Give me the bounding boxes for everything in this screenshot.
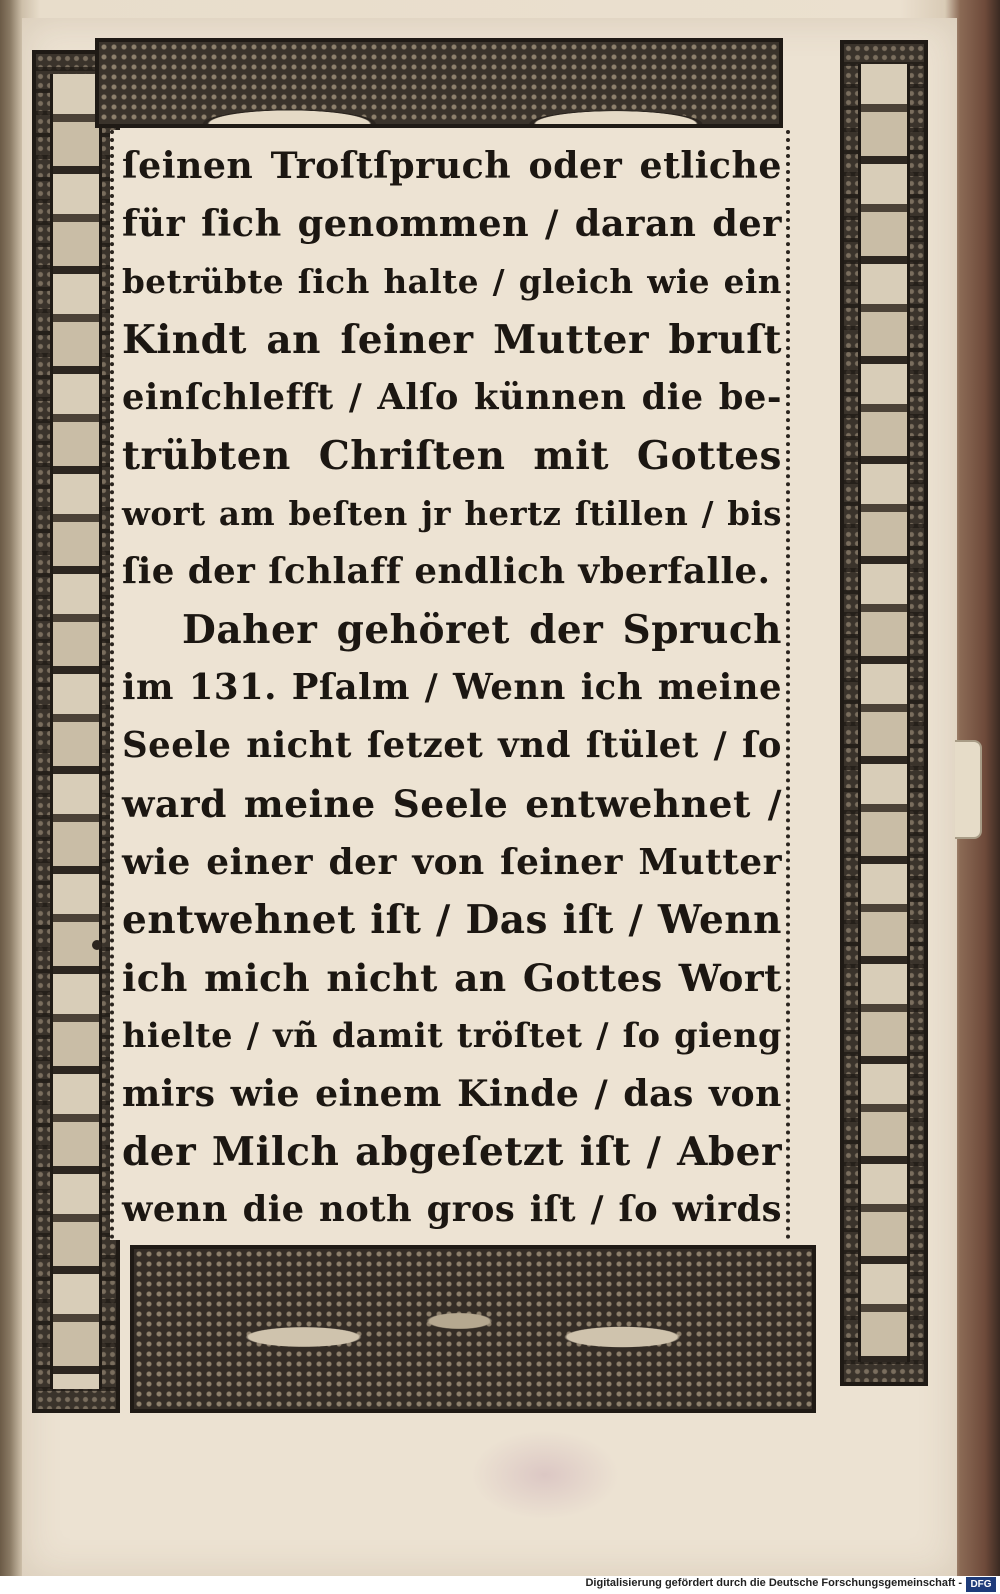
text-line: wenn die noth gros iſt / ſo wirds [122, 1189, 782, 1230]
text-line: ich mich nicht an Gottes Wort [122, 956, 782, 1000]
ornament-top-frieze [95, 38, 783, 128]
text-line: der Milch abgeſetzt iſt / Aber [122, 1129, 782, 1175]
text-line: hielte / vñ damit tröſtet / ſo gieng [122, 1016, 782, 1055]
ornament-bottom-frieze [130, 1245, 816, 1413]
dfg-logo: DFG [966, 1577, 996, 1592]
text-block [110, 130, 790, 1240]
text-line: ſeinen Troſtſpruch oder etliche [122, 144, 782, 187]
text-line: wie einer der von ſeiner Mutter [122, 841, 782, 883]
text-line: ward meine Seele entwehnet / [122, 782, 782, 826]
text-line: mirs wie einem Kinde / das von [122, 1072, 782, 1115]
paper-stain [470, 1430, 620, 1520]
binding-hole [92, 940, 102, 950]
text-line: im 131. Pſalm / Wenn ich meine [122, 667, 782, 708]
text-line: Kindt an ſeiner Mutter bruſt [122, 317, 782, 363]
digitization-footer [0, 1576, 1000, 1594]
text-line: für ſich genommen / daran der [122, 202, 782, 245]
text-line: betrübte ſich halte / gleich wie ein [122, 262, 782, 301]
footer-credit: Digitalisierung gefördert durch die Deutsche Forschungsgemeinschaft - [585, 1577, 962, 1589]
text-line: ſie der ſchlaff endlich vberfalle. [122, 551, 771, 592]
text-line: Seele nicht ſetzet vnd ſtület / ſo [122, 725, 782, 766]
ornament-column-left [32, 50, 120, 1413]
ornament-column-right [840, 40, 928, 1386]
text-line: wort am beſten jr hertz ſtillen / bis [122, 495, 782, 533]
text-line: trübten Chriſten mit Gottes [122, 433, 782, 479]
text-line: entwehnet iſt / Das iſt / Wenn [122, 897, 782, 943]
text-line: einſchlefft / Alſo künnen die be- [122, 377, 782, 418]
page-tab-marker [955, 740, 982, 839]
text-line: Daher gehöret der Spruch [182, 607, 782, 653]
